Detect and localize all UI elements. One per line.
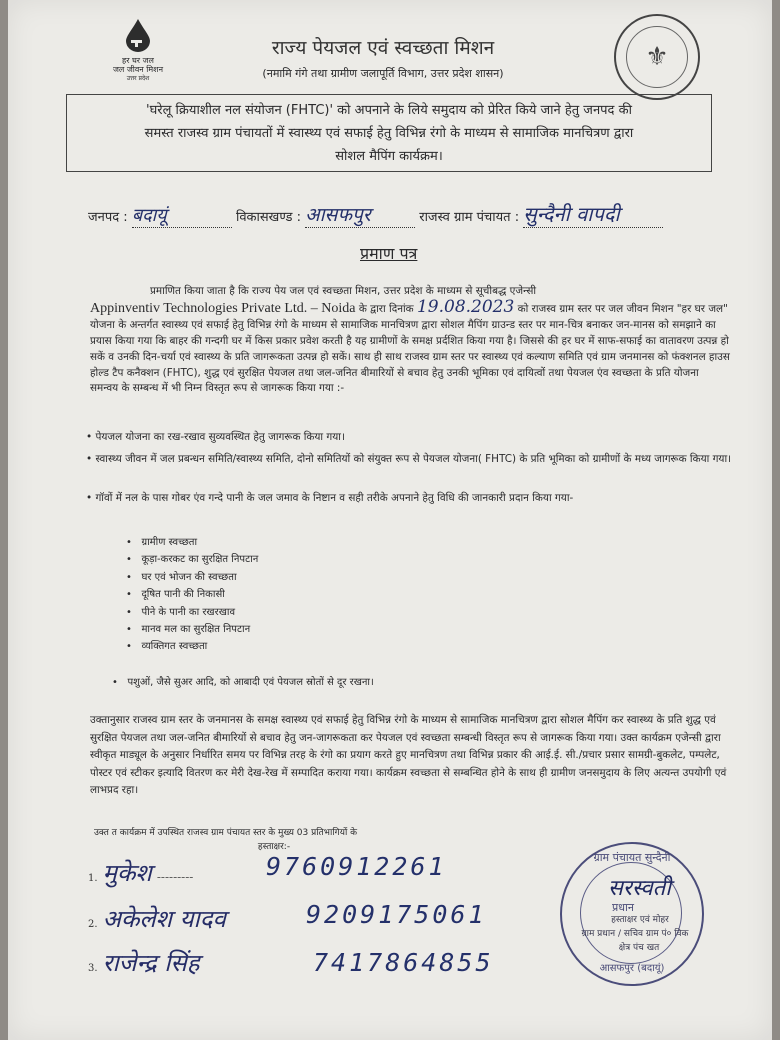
stamp-label2: ग्राम प्रधान / सचिव ग्राम पं० विक [581,929,689,939]
emblem-icon: ⚜ [626,26,688,88]
block-label: विकासखण्ड : [235,210,301,225]
summary-paragraph [90,712,730,800]
gp-field [523,200,663,228]
topic-item: • ग्रामीण स्वच्छता [126,537,198,548]
body-paragraph [90,284,730,397]
signature-index: 2. [88,919,98,930]
topic-item: • मानव मल का सुरक्षित निपटान [126,623,251,635]
subject-box [66,94,712,172]
signature-name: अकेलेश यादव [102,905,226,933]
signature-caption [94,826,454,854]
body-p1-c: को राजस्व ग्राम स्तर पर जल [517,302,624,315]
signature-index: 1. [88,873,98,884]
topic-text: पशुओं, जैसे सुअर आदि, को आबादी एवं पेयजल स्रोतों से दूर रखना। [127,676,374,688]
district-field [132,203,232,228]
signature-index: 3. [88,963,98,974]
bullet-2: • स्वास्थ्य जीवन में जल प्रबन्धन समिति/स्वास्थ्य समिति, दोनो समितियों को संयुक्त रूप से पेयजल योजना( FHTC) के प्रति भूमिका को ग्रामीणों के मध्य जागरूक किया गया। [86,453,732,465]
summary-text: उक्तानुसार राजस्व ग्राम स्तर के जनमानस के समक्ष स्वास्थ्य एवं सफाई हेतु विभिन्न रंगो के माध्यम से सामाजिक मानचित्रण द्वारा सोशल मैपिंग कर स्वास्थ्य के प्रति शुद्ध एवं सुरक्षित पेयजल तथा जल-जनित बीमारियों से बचाव हेतु जन-जागरूकता कर पेयजल एवं स्वच्छता सम्बन्धी विस्तृत रूप से जागरूक किया गया। उक्त कार्यक्रम एजेन्सी द्वारा स्वीकृत माड्यूल के अनुसार निर्धारित समय पर विभिन्न तरह के रंगो का प्रयाग करते हुए मानचित्रण तथा विभिन्न प्रकार की आई.ई. सी./प्रचार प्रसार सामग्री-बुकलेट, पम्पलेट, पोस्टर एवं स्टीकर इत्यादि वितरण कर मेरी देख-रेख में सम्पादित कराया गया। कार्यक्रम स्वच्छता से सम्बन्धित होने के साथ ही ग्रामीण जनसमुदाय के लिए अत्यन्त उपयोगी एवं लाभप्रद रहा। [90,714,727,796]
district-label: जनपद : [88,210,128,225]
gp-value: सुन्दैनी वापदी [523,202,620,226]
signature-caption-line1: उक्त त कार्यक्रम में उपस्थित राजस्व ग्राम पंचायत स्तर के मुख्य 03 प्रतिभागियों के [94,828,358,838]
block-field [305,201,415,228]
topic-text: मानव मल का सुरक्षित निपटान [141,623,251,635]
signature-phone: 9209175061 [306,900,487,929]
org-subtitle: (नमामि गंगे तथा ग्रामीण जलापूर्ति विभाग, उत्तर प्रदेश शासन) [262,67,504,80]
district-value: बदायूं [131,205,167,226]
bullet-1-text: पेयजल योजना का रख-रखाव सुव्यवस्थित हेतु जागरूक किया गया। [95,431,345,443]
topic-text: पीने के पानी का रखरखाव [141,606,236,618]
program-date: 19.08.2023 [416,296,515,317]
signature-caption-line2: हस्ताक्षर:- [257,842,291,852]
bullet-3-text: गॉवों में नल के पास गोबर एंव गन्दे पानी के जल जमाव के निष्टान व सही तरीके अपनाने हेतु विधि की जानकारी प्रदान किया गया- [95,492,574,504]
signature-name: मुकेश [102,859,152,887]
topic-text: व्यक्तिगत स्वच्छता [141,641,208,653]
har-ghar-jal-logo [108,18,168,83]
topic-text: ग्रामीण स्वच्छता [141,537,198,548]
location-line [88,200,728,228]
body-p1-a: प्रमाणित किया जाता है कि राज्य पेय जल एवं स्वच्छता मिशन, उत्तर प्रदेश के माध्यम से सूचीबद्ध एजेन्सी [150,285,537,297]
company-name: Appinventiv Technologies Private Ltd. – Noida [90,300,356,316]
stamp-label1: हस्ताक्षर एवं मोहर [611,915,669,925]
stamp-signature: सरस्वती [608,876,671,901]
signature-row-3 [88,946,494,979]
signature-row-1: 1. मुकेश --------- 9760912261 [88,856,193,889]
body-p1-b: के द्वारा दिनांक [358,302,414,315]
topics-list [112,534,374,691]
bullet-2-text: स्वास्थ्य जीवन में जल प्रबन्धन समिति/स्वास्थ्य समिति, दोनो समितियों को संयुक्त रूप से पेयजल योजना( FHTC) के प्रति भूमिका को ग्रामीणों के मध्य जागरूक किया गया। [95,453,732,465]
topic-item: • कूड़ा-करकट का सुरक्षित निपटान [126,554,259,566]
topic-item: • घर एवं भोजन की स्वच्छता [126,571,237,583]
topic-item: • दूषित पानी की निकासी [126,589,225,601]
signature-phone: 7417864855 [313,948,494,977]
bullet-1: • पेयजल योजना का रख-रखाव सुव्यवस्थित हेतु जागरूक किया गया। [86,431,345,443]
topic-item: • पीने के पानी का रखरखाव [126,606,236,618]
subject-line1: 'घरेलू क्रियाशील नल संयोजन (FHTC)' को अपनाने के लिये समुदाय को प्रेरित किये जाने हेतु जनपद की [146,103,632,118]
subject-line3: सोशल मैपिंग कार्यक्रम। [335,149,443,164]
gp-label: राजस्व ग्राम पंचायत : [419,210,520,225]
topic-item: • व्यक्तिगत स्वच्छता [126,641,208,653]
org-title: राज्य पेयजल एवं स्वच्छता मिशन [271,37,495,59]
topic-item: • पशुओं, जैसे सुअर आदि, को आबादी एवं पेयजल स्रोतों से दूर रखना। [112,676,374,688]
up-government-emblem [614,14,700,100]
stamp-label3: क्षेत्र पंच खत [618,943,660,953]
signature-row-2 [88,900,487,935]
certificate-page [8,0,772,1040]
topic-text: कूड़ा-करकट का सुरक्षित निपटान [141,554,259,566]
logo-line1: हर घर जल [122,56,154,65]
block-value: आसफपुर [305,204,371,226]
stamp-ring-bottom: आसफपुर (बदायूं) [599,963,665,974]
signature-phone: 9760912261 [266,852,447,881]
stamp-ring-top: ग्राम पंचायत सुन्दैनी [593,851,671,864]
logo-line2: जल जीवन मिशन [112,65,164,74]
body-p1-rest: जीवन मिशन "हर घर जल" योजना के अन्तर्गत स्वास्थ्य एवं सफाई हेतु विभिन्न रंगो के माध्यम से सामाजिक मानचित्रण द्वारा सोशल मैपिंग ग्राउन्ड स्तर पर मान-चित्र बनाकर जन-मानस को समझाने का प्रयास किया गया कि बाहर की गन्दगी घर में किस प्रकार प्रवेश करती है यह ग्रामीणों के समक्ष प्रर्दशित किया गया है। जिससे की हर घर में साफ-सफाई का वातावरण उत्पन्न हो सकें व उनकी दिन-चर्या एवं स्वास्थ्य के प्रति जागरूकता उत्पन्न हो सकें। साथ ही साथ राजस्व ग्राम स्तर पर स्वास्थ्य एवं कल्याण समिति एवं ग्राम जनमानस को फंक्शनल हाउस होल्ड टैप कनैक्शन (FHTC), शुद्ध एवं सुरक्षित पेयजल तथा जल-जनित बीमारियों से बचाव हेतु उनकी भूमिका एवं दायित्वों तथा पेयजल एंव स्वच्छता के प्रति योजना समन्वय के सम्बन्ध में भी निम्न विस्तृत रूप से जागरूक किया गया :- [90,302,730,395]
organisation-header [188,34,578,81]
signature-name: राजेन्द्र सिंह [102,949,200,977]
water-drop-icon [123,18,153,52]
topic-text: दूषित पानी की निकासी [141,589,225,601]
logo-line3: उत्तर प्रदेश [126,75,150,82]
bullet-3: • गॉवों में नल के पास गोबर एंव गन्दे पानी के जल जमाव के निष्टान व सही तरीके अपनाने हेतु विधि की जानकारी प्रदान किया गया- [86,492,574,504]
topic-text: घर एवं भोजन की स्वच्छता [141,571,237,583]
stamp-title: प्रधान [612,901,634,914]
subject-line2: समस्त राजस्व ग्राम पंचायतों में स्वास्थ्य एवं सफाई हेतु विभिन्न रंगो के माध्यम से सामाजिक मानचित्रण द्वारा [144,126,634,141]
certificate-title: प्रमाण पत्र [360,244,418,263]
